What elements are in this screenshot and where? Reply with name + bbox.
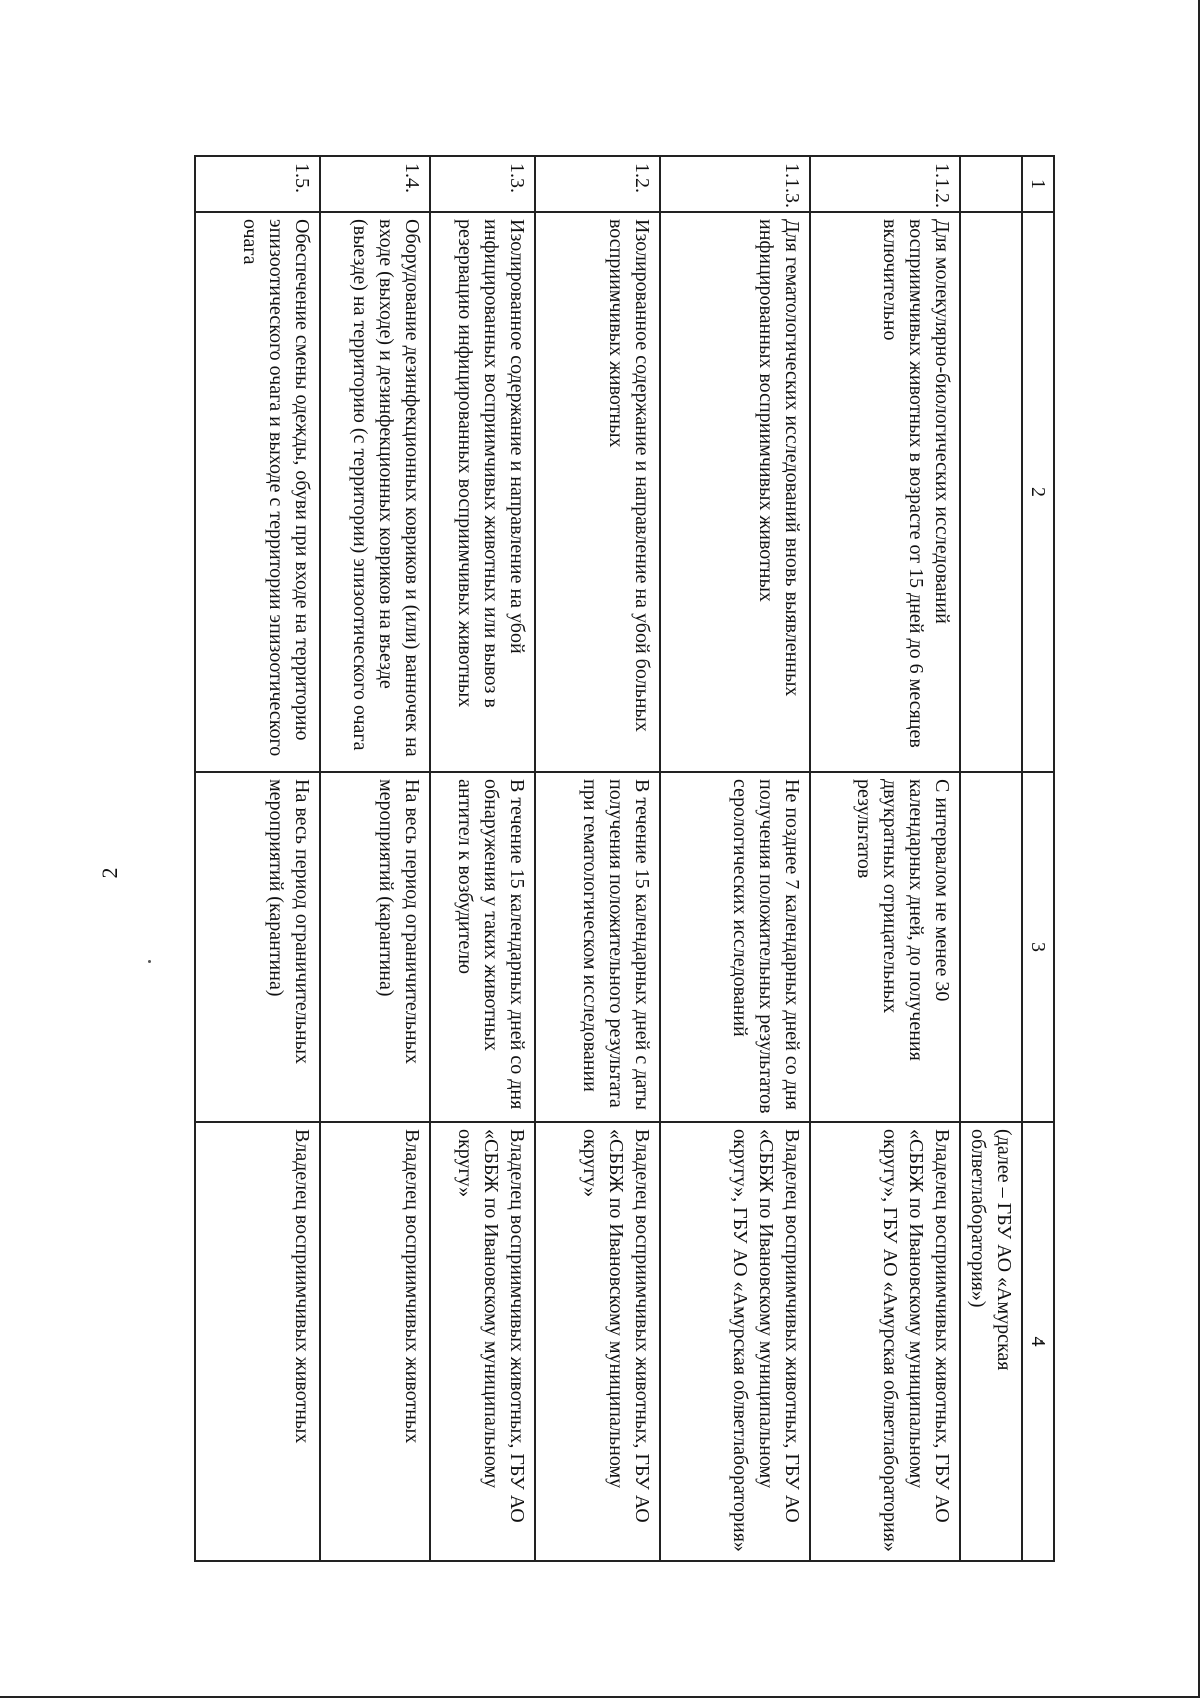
table-header-row [1022, 156, 1054, 1561]
table-row [960, 156, 1022, 1561]
cell-measure: Изолированное содержание и направление на убой инфицированных восприимчивых животных или вывоз в резервацию инфицированных восприимчивых животных [430, 212, 535, 772]
table-row [810, 156, 960, 1561]
cell-term: На весь период ограничительных мероприятий (карантина) [320, 772, 430, 1122]
cell-measure [960, 212, 1022, 772]
cell-num: 1.4. [320, 156, 430, 212]
rotated-table-container [200, 155, 1055, 1560]
cell-measure: Оборудование дезинфекционных ковриков и (или) ванночек на входе (выходе) и дезинфекционных ковриков на въезде (выезде) на территорию (с территории) эпизоотического очага [320, 212, 430, 772]
cell-responsible: Владелец восприимчивых животных [195, 1122, 320, 1561]
scan-speck [148, 960, 151, 963]
cell-num: 1.2. [535, 156, 660, 212]
table-row [195, 156, 320, 1561]
cell-term: С интервалом не менее 30 календарных дней, до получения двукратных отрицательных результатов [810, 772, 960, 1122]
header-col-4: 4 [1022, 1122, 1054, 1561]
cell-term: Не позднее 7 календарных дней со дня получения положительных результатов серологических исследований [660, 772, 810, 1122]
cell-num: 1.1.2. [810, 156, 960, 212]
table-row [320, 156, 430, 1561]
cell-term [960, 772, 1022, 1122]
cell-measure: Обеспечение смены одежды, обуви при входе на территорию эпизоотического очага и выходе с территории эпизоотического очага [195, 212, 320, 772]
cell-responsible: (далее – ГБУ АО «Амурская облветлаборатория») [960, 1122, 1022, 1561]
cell-measure: Для гематологических исследований вновь выявленных инфицированных восприимчивых животных [660, 212, 810, 772]
cell-num: 1.5. [195, 156, 320, 212]
cell-responsible: Владелец восприимчивых животных, ГБУ АО «СББЖ по Ивановскому муниципальному округу», ГБУ АО «Амурская облветлаборатория» [660, 1122, 810, 1561]
cell-num [960, 156, 1022, 212]
cell-num: 1.3. [430, 156, 535, 212]
cell-responsible: Владелец восприимчивых животных, ГБУ АО «СББЖ по Ивановскому муниципальному округу», ГБУ АО «Амурская облветлаборатория» [810, 1122, 960, 1561]
cell-responsible: Владелец восприимчивых животных [320, 1122, 430, 1561]
table-row [430, 156, 535, 1561]
header-col-1: 1 [1022, 156, 1054, 212]
header-col-2: 2 [1022, 212, 1054, 772]
header-col-3: 3 [1022, 772, 1054, 1122]
table-row [660, 156, 810, 1561]
cell-term: На весь период ограничительных мероприятий (карантина) [195, 772, 320, 1122]
cell-responsible: Владелец восприимчивых животных, ГБУ АО «СББЖ по Ивановскому муниципальному округу» [430, 1122, 535, 1561]
cell-term: В течение 15 календарных дней с даты получения положительного результата при гематологическом исследовании [535, 772, 660, 1122]
table-row [535, 156, 660, 1561]
measures-table [194, 155, 1055, 1562]
cell-num: 1.1.3. [660, 156, 810, 212]
page-number: 2 [97, 867, 122, 879]
cell-responsible: Владелец восприимчивых животных, ГБУ АО «СББЖ по Ивановскому муниципальному округу» [535, 1122, 660, 1561]
cell-measure: Изолированное содержание и направление на убой больных восприимчивых животных [535, 212, 660, 772]
cell-term: В течение 15 календарных дней со дня обнаружения у таких животных антител к возбудителю [430, 772, 535, 1122]
cell-measure: Для молекулярно-биологических исследований восприимчивых животных в возрасте от 15 дней до 6 месяцев включительно [810, 212, 960, 772]
